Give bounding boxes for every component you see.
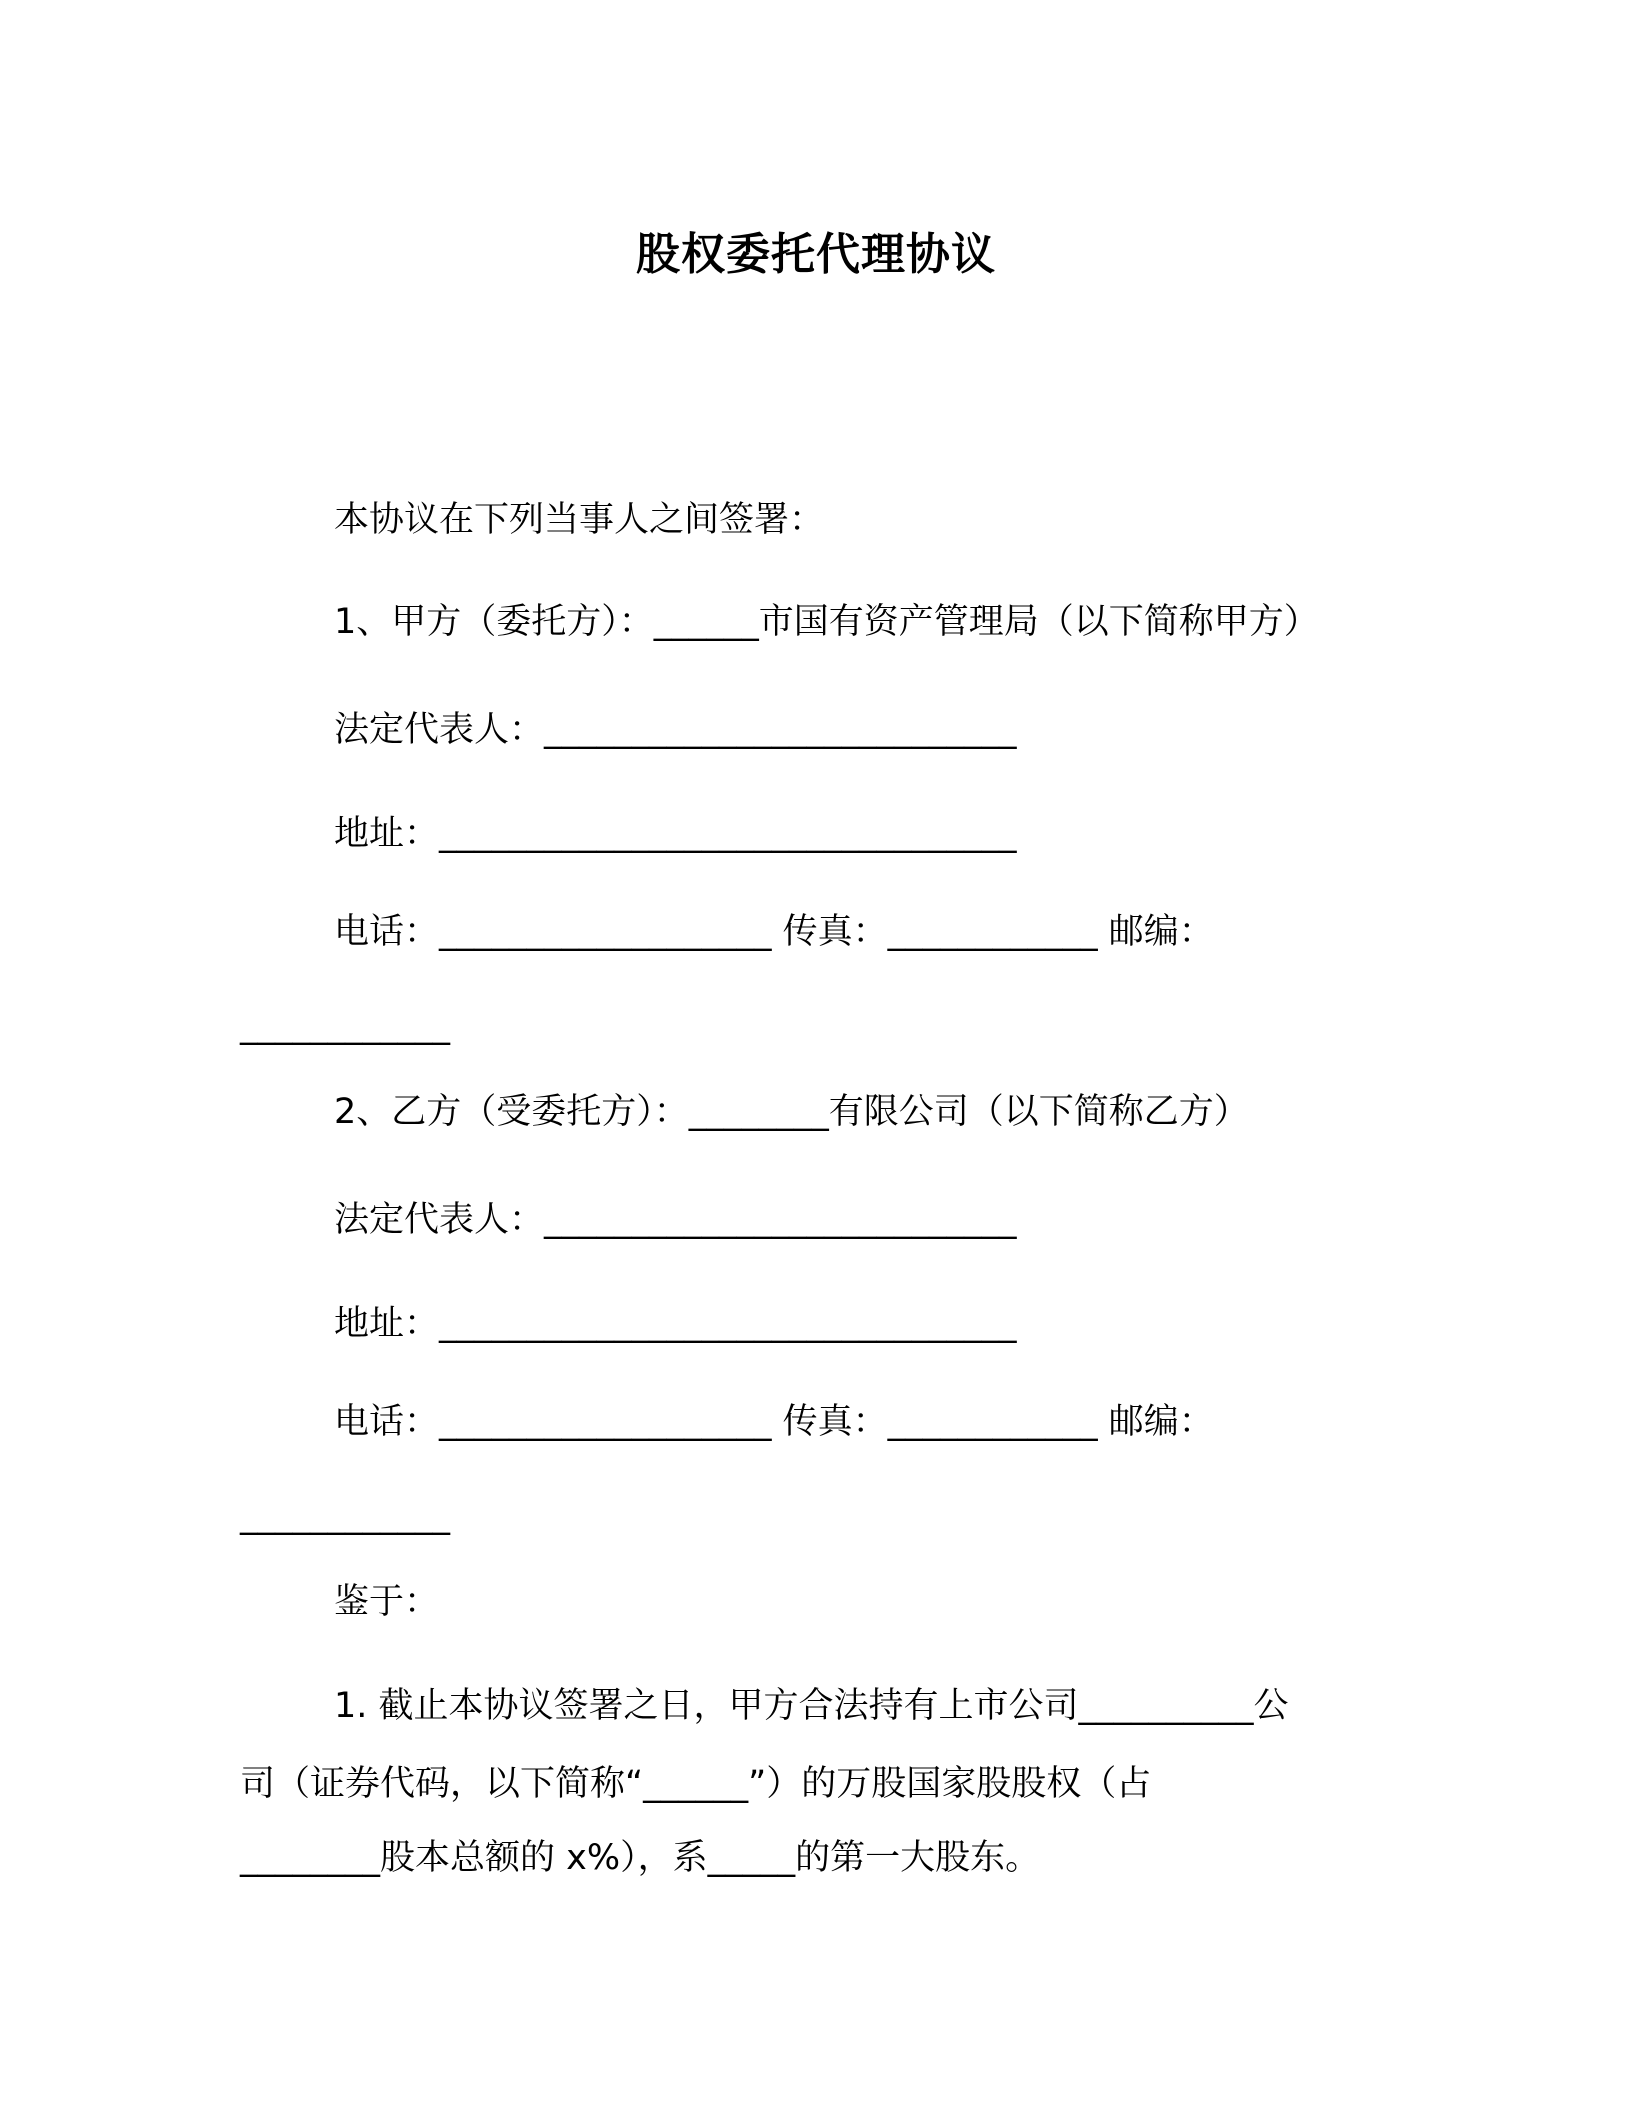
party-a-representative: 法定代表人：___________________________ [334, 710, 1017, 750]
party-a-contact: 电话：___________________ 传真：____________ 邮编： [334, 912, 1214, 952]
clause-1-line-3: ________股本总额的 x%），系_____的第一大股东。 [240, 1838, 1041, 1878]
clause-1-line-1: 1. 截止本协议签署之日，甲方合法持有上市公司__________公 [334, 1686, 1289, 1726]
party-b-representative: 法定代表人：___________________________ [334, 1200, 1017, 1240]
party-a-postcode-blank: ____________ [240, 1006, 450, 1046]
clause-1-line-2: 司（证券代码，以下简称“______”）的万股国家股股权（占 [240, 1764, 1152, 1804]
party-b-postcode-blank: ____________ [240, 1496, 450, 1536]
party-b-line: 2、乙方（受委托方）：________有限公司（以下简称乙方） [334, 1092, 1249, 1132]
party-a-line: 1、甲方（委托方）：______市国有资产管理局（以下简称甲方） [334, 602, 1319, 642]
party-b-contact: 电话：___________________ 传真：____________ 邮编： [334, 1402, 1214, 1442]
intro-line: 本协议在下列当事人之间签署： [334, 500, 825, 540]
party-b-address: 地址：_________________________________ [334, 1304, 1017, 1344]
document-title: 股权委托代理协议 [636, 229, 996, 280]
party-a-address: 地址：_________________________________ [334, 814, 1017, 854]
whereas-heading: 鉴于： [334, 1582, 440, 1622]
